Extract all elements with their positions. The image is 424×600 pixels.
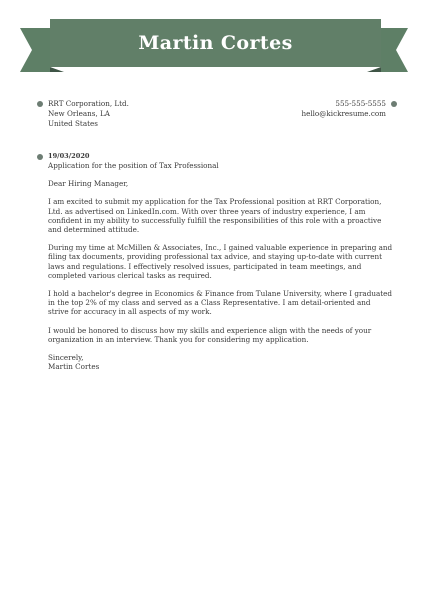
letter-paragraph: I am excited to submit my application for the Tax Professional position at RRT Corporation, Ltd. as advertised on LinkedIn.com. With over three years of industry experience, I am confident in my ability to successfully fulfill the responsibilities of this role with a proactive and determined attitude. bbox=[48, 197, 382, 235]
ribbon-right-tail bbox=[381, 28, 408, 72]
recipient-address bbox=[48, 99, 129, 129]
contact-bullet-icon bbox=[391, 101, 397, 107]
name-ribbon-banner bbox=[0, 0, 424, 80]
recipient-bullet-icon bbox=[37, 101, 43, 107]
letter-salutation: Dear Hiring Manager, bbox=[48, 179, 129, 189]
letter-paragraph: I hold a bachelor's degree in Economics & Finance from Tulane University, where I graduated in the top 2% of my class and served as a Class Representative. I am detail-oriented and strive for accuracy in all aspects of my work. bbox=[48, 289, 392, 317]
recipient-city: New Orleans, LA bbox=[48, 109, 110, 118]
date-bullet-icon bbox=[37, 154, 43, 160]
letter-signature: Martin Cortes bbox=[48, 362, 100, 372]
letter-closing: Sincerely, bbox=[48, 353, 84, 363]
sender-contact bbox=[301, 99, 386, 119]
letter-paragraph: I would be honored to discuss how my skills and experience align with the needs of your organization in an interview. Thank you for considering my application. bbox=[48, 325, 372, 344]
ribbon-right-fold bbox=[367, 67, 381, 72]
letter-body bbox=[48, 152, 393, 371]
recipient-company: RRT Corporation, Ltd. bbox=[48, 99, 129, 108]
letter-subject: Application for the position of Tax Professional bbox=[48, 161, 219, 170]
ribbon-left-tail bbox=[20, 28, 50, 72]
applicant-name-title: Martin Cortes bbox=[138, 32, 293, 54]
recipient-country: United States bbox=[48, 119, 98, 128]
ribbon-left-fold bbox=[50, 67, 64, 72]
sender-phone: 555-555-5555 bbox=[335, 99, 386, 108]
letter-date: 19/03/2020 bbox=[48, 152, 90, 160]
letter-paragraph: During my time at McMillen & Associates, Inc., I gained valuable experience in preparing and filing tax documents, providing professional tax advice, and staying up-to-date with current laws and regulations. I effectively resolved issues, participated in team meetings, and completed various clerical tasks as required. bbox=[48, 243, 393, 280]
sender-email: hello@kickresume.com bbox=[301, 109, 386, 118]
